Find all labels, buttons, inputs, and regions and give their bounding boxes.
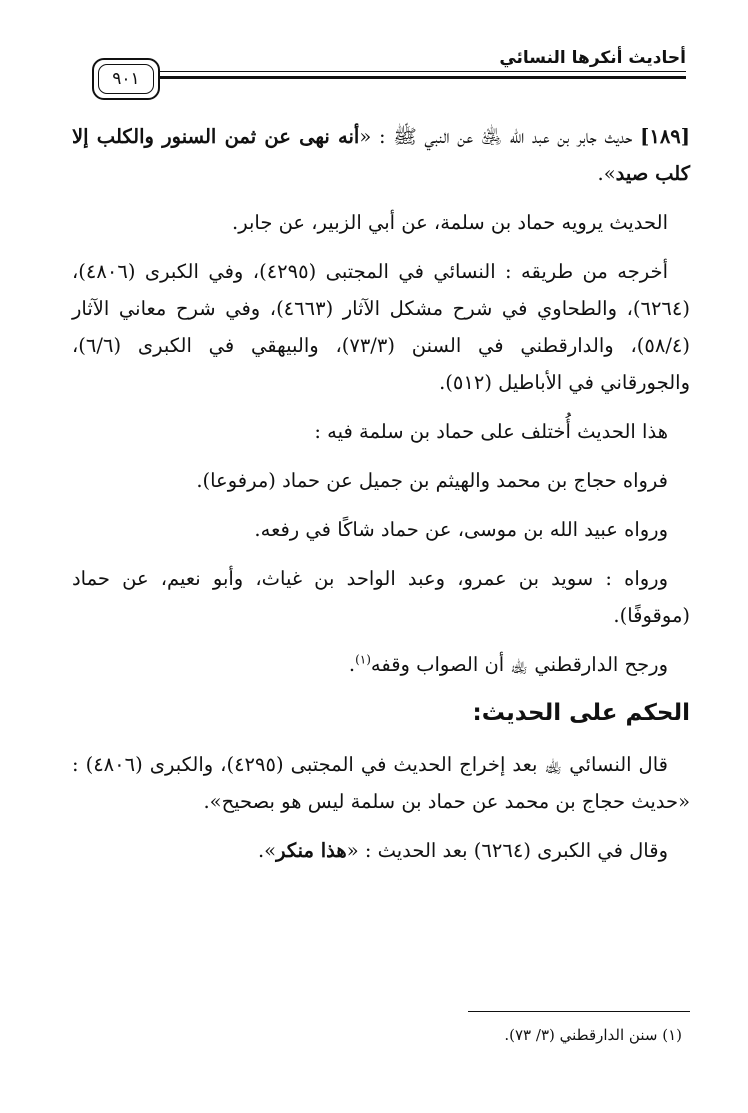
narration-paragraph: الحديث يرويه حماد بن سلمة، عن أبي الزبير، عن جابر. bbox=[232, 211, 668, 234]
tarjih-text: ورجح الدارقطني ﵀ أن الصواب وقفه bbox=[370, 653, 668, 676]
nasai-verdict-paragraph: قال النسائي ﵀ بعد إخراج الحديث في المجتبى (٤٢٩٥)، والكبرى (٤٨٠٦) : «حديث حجاج بن محمد عن حماد بن سلمة ليس هو بصحيح». bbox=[72, 753, 690, 813]
tarjih-paragraph bbox=[72, 646, 690, 683]
hadith-close: ». bbox=[597, 162, 616, 185]
hadith-number: [١٨٩] bbox=[640, 125, 690, 148]
ikhtilaf-paragraph: هذا الحديث أُختلف على حماد بن سلمة فيه : bbox=[314, 420, 668, 443]
takhrij-paragraph: أخرجه من طريقه : النسائي في المجتبى (٤٢٩٥)، وفي الكبرى (٤٨٠٦)، (٦٢٦٤)، والطحاوي في شرح مشكل الآثار (٤٦٦٣)، وفي شرح معاني الآثار (٥٨/٤)، والدارقطني في السنن (٧٣/٣)، والبيهقي في الكبرى (٦/٦)، والجورقاني في الأباطيل (٥١٢). bbox=[72, 260, 690, 394]
footnote: (١) سنن الدارقطني (٣/ ٧٣). bbox=[504, 1026, 682, 1044]
munkar-paragraph bbox=[72, 832, 690, 869]
page-number: ٩٠١ bbox=[112, 69, 140, 89]
marfu-paragraph: فرواه حجاج بن محمد والهيثم بن جميل عن حماد (مرفوعا). bbox=[196, 469, 668, 492]
running-title: أحاديث أنكرها النسائي bbox=[499, 48, 686, 68]
shakk-paragraph: ورواه عبيد الله بن موسى، عن حماد شاكًا في رفعه. bbox=[254, 518, 668, 541]
footnote-rule bbox=[468, 1011, 690, 1012]
mawquf-paragraph: ورواه : سويد بن عمرو، وعبد الواحد بن غياث، وأبو نعيم، عن حماد (موقوفًا). bbox=[72, 567, 690, 627]
tarjih-end: . bbox=[348, 653, 356, 676]
main-text bbox=[72, 118, 690, 881]
hadith-matn: أنه نهى عن ثمن السنور والكلب إلا كلب صيد bbox=[72, 125, 690, 185]
header-rule-thin bbox=[158, 71, 686, 72]
footnote-ref[interactable]: (١) bbox=[355, 652, 371, 667]
hadith-paragraph bbox=[72, 118, 690, 192]
header-rule-thick bbox=[158, 76, 686, 79]
munkar-text: وقال في الكبرى (٦٢٦٤) بعد الحديث : « bbox=[346, 839, 668, 862]
hadith-intro: حديث جابر بن عبد الله ﵁ عن النبي ﷺ : « bbox=[359, 125, 633, 148]
munkar-bold: هذا منكر bbox=[276, 839, 347, 862]
page-number-frame bbox=[92, 58, 160, 100]
munkar-end: ». bbox=[257, 839, 277, 862]
section-heading: الحكم على الحديث: bbox=[472, 700, 690, 726]
